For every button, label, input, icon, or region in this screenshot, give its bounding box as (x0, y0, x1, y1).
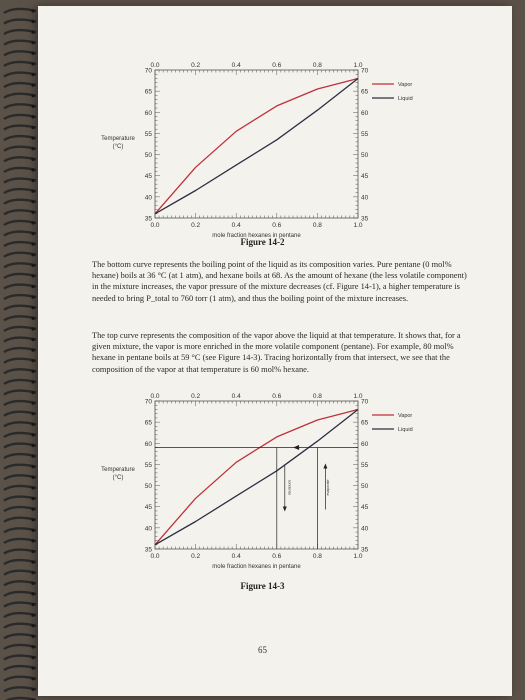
x-tick-label-top: 1.0 (353, 393, 363, 400)
spiral-hole (31, 667, 34, 670)
spiral-hole (31, 349, 34, 352)
x-tick-label-bottom: 0.0 (150, 222, 160, 229)
spiral-hole (31, 264, 34, 267)
spiral-ring (4, 41, 36, 45)
spiral-hole (31, 603, 34, 606)
tie-arrow (293, 445, 299, 450)
x-tick-label-bottom: 0.6 (272, 553, 282, 560)
y-tick-label-right: 45 (361, 504, 369, 512)
spiral-ring (4, 295, 36, 299)
spiral-hole (31, 327, 34, 330)
spiral-hole (31, 306, 34, 309)
condense-arrow-head (283, 507, 287, 512)
y-tick-label-left: 45 (144, 504, 152, 512)
y-tick-label-left: 40 (144, 194, 152, 202)
x-tick-label-bottom: 1.0 (353, 553, 363, 560)
figure-14-3-chart (0, 386, 525, 586)
y-axis-label: Temperature (101, 466, 135, 473)
spiral-hole (31, 677, 34, 680)
spiral-hole (31, 338, 34, 341)
y-axis-label-unit: (°C) (112, 474, 124, 481)
x-tick-label-top: 0.2 (191, 62, 201, 69)
y-tick-label-right: 55 (361, 461, 369, 469)
spiral-ring (4, 359, 36, 363)
x-axis-label: mole fraction hexanes in pentane (212, 564, 301, 570)
x-tick-label-bottom: 0.6 (272, 222, 282, 229)
spiral-ring (4, 263, 36, 267)
legend-label-liquid: Liquid (398, 427, 413, 433)
spiral-hole (31, 380, 34, 383)
y-tick-label-left: 60 (144, 440, 152, 448)
legend-label-vapor: Vapor (398, 413, 413, 419)
spiral-ring (4, 666, 36, 670)
spiral-ring (4, 380, 36, 384)
y-tick-label-right: 40 (361, 525, 369, 533)
legend-label-liquid: Liquid (398, 96, 413, 102)
y-tick-label-left: 60 (144, 109, 152, 117)
spiral-ring (4, 30, 36, 34)
y-tick-label-left: 50 (144, 152, 152, 160)
y-tick-label-right: 50 (361, 152, 369, 160)
page-number: 65 (258, 645, 267, 655)
spiral-ring (4, 9, 36, 13)
y-tick-label-right: 70 (361, 67, 369, 75)
spiral-ring (4, 369, 36, 373)
y-tick-label-left: 55 (144, 461, 152, 469)
y-tick-label-left: 70 (144, 67, 152, 75)
spiral-hole (31, 41, 34, 44)
spiral-hole (31, 31, 34, 34)
y-tick-label-right: 40 (361, 194, 369, 202)
spiral-ring (4, 656, 36, 660)
x-tick-label-top: 0.0 (150, 393, 160, 400)
y-tick-label-left: 35 (144, 215, 152, 223)
y-tick-label-right: 35 (361, 215, 369, 223)
spiral-hole (31, 20, 34, 23)
y-tick-label-right: 60 (361, 109, 369, 117)
spiral-hole (31, 592, 34, 595)
y-tick-label-left: 70 (144, 398, 152, 406)
spiral-hole (31, 370, 34, 373)
series-line-vapor (155, 79, 358, 214)
paragraph-vapor-composition: The top curve represents the composition of the vapor above the liquid at that temperature. It shows that, for a given mixture, the vapor is more enriched in the more volatile component (pentane). For example, 80 mol% hexane in pentane boils at 59 °C (see Figure 14-3). Tracing horizontally from that intersect, we see that the composition of the vapor at that temperature is 60 mol% hexane. (92, 331, 461, 374)
spiral-ring (4, 603, 36, 607)
x-tick-label-bottom: 0.8 (312, 222, 322, 229)
y-tick-label-right: 65 (361, 419, 369, 427)
spiral-ring (4, 687, 36, 691)
x-tick-label-top: 1.0 (353, 62, 363, 69)
spiral-hole (31, 614, 34, 617)
spiral-hole (31, 656, 34, 659)
series-line-liquid (155, 79, 358, 214)
spiral-hole (31, 317, 34, 320)
x-tick-label-top: 0.4 (231, 393, 241, 400)
spiral-hole (31, 635, 34, 638)
spiral-ring (4, 285, 36, 289)
x-tick-label-top: 0.8 (312, 393, 322, 400)
spiral-ring (4, 634, 36, 638)
x-tick-label-bottom: 0.4 (231, 222, 241, 229)
spiral-hole (31, 359, 34, 362)
y-tick-label-right: 65 (361, 88, 369, 96)
y-tick-label-right: 45 (361, 173, 369, 181)
figure-14-3-caption: Figure 14-3 (240, 581, 285, 591)
y-axis-label-unit: (°C) (112, 143, 124, 150)
spiral-ring (4, 338, 36, 342)
y-tick-label-right: 70 (361, 398, 369, 406)
x-tick-label-bottom: 0.4 (231, 553, 241, 560)
spiral-ring (4, 316, 36, 320)
x-tick-label-top: 0.0 (150, 62, 160, 69)
y-tick-label-right: 50 (361, 483, 369, 491)
y-tick-label-left: 45 (144, 173, 152, 181)
legend-label-vapor: Vapor (398, 82, 413, 88)
y-tick-label-left: 35 (144, 546, 152, 554)
x-tick-label-top: 0.8 (312, 62, 322, 69)
y-tick-label-left: 40 (144, 525, 152, 533)
x-axis-label: mole fraction hexanes in pentane (212, 233, 301, 239)
spiral-hole (31, 9, 34, 12)
evaporate-label: evaporate (325, 479, 330, 496)
spiral-ring (4, 327, 36, 331)
y-tick-label-left: 65 (144, 419, 152, 427)
paragraph-boiling-point: The bottom curve represents the boiling point of the liquid as its composition varies. Pure pentane (0 mol% hexane) boils at 36 °C (at 1 atm), and hexane boils at 68. As the amount of hexane (the less volatile component) in the mixture increases, the vapor pressure of the mixture decreases (cf. Figure 14-1), a higher temperature is needed to bring P_total to 760 torr (1 atm), and thus the boiling point of the mixture increases. (92, 260, 467, 303)
y-tick-label-left: 65 (144, 88, 152, 96)
condense-label: condense (287, 479, 292, 496)
y-tick-label-right: 60 (361, 440, 369, 448)
spiral-ring (4, 624, 36, 628)
spiral-hole (31, 624, 34, 627)
y-tick-label-right: 55 (361, 130, 369, 138)
spiral-ring (4, 677, 36, 681)
x-tick-label-bottom: 1.0 (353, 222, 363, 229)
y-tick-label-left: 50 (144, 483, 152, 491)
x-tick-label-top: 0.6 (272, 393, 282, 400)
x-tick-label-bottom: 0.8 (312, 553, 322, 560)
figure-14-2-caption: Figure 14-2 (240, 237, 285, 247)
x-tick-label-top: 0.4 (231, 62, 241, 69)
spiral-ring (4, 348, 36, 352)
spiral-ring (4, 613, 36, 617)
spiral-ring (4, 306, 36, 310)
figure-14-2-chart (0, 55, 525, 255)
spiral-ring (4, 20, 36, 24)
y-tick-label-right: 35 (361, 546, 369, 554)
x-tick-label-bottom: 0.2 (191, 222, 201, 229)
x-tick-label-bottom: 0.2 (191, 553, 201, 560)
x-tick-label-top: 0.6 (272, 62, 282, 69)
y-tick-label-left: 55 (144, 130, 152, 138)
y-axis-label: Temperature (101, 135, 135, 142)
series-line-liquid (155, 410, 358, 545)
spiral-hole (31, 285, 34, 288)
spiral-hole (31, 296, 34, 299)
x-tick-label-bottom: 0.0 (150, 553, 160, 560)
spiral-hole (31, 274, 34, 277)
series-line-vapor (155, 410, 358, 545)
evaporate-arrow-head (323, 464, 327, 469)
spiral-ring (4, 274, 36, 278)
x-tick-label-top: 0.2 (191, 393, 201, 400)
spiral-hole (31, 688, 34, 691)
spiral-ring (4, 592, 36, 596)
